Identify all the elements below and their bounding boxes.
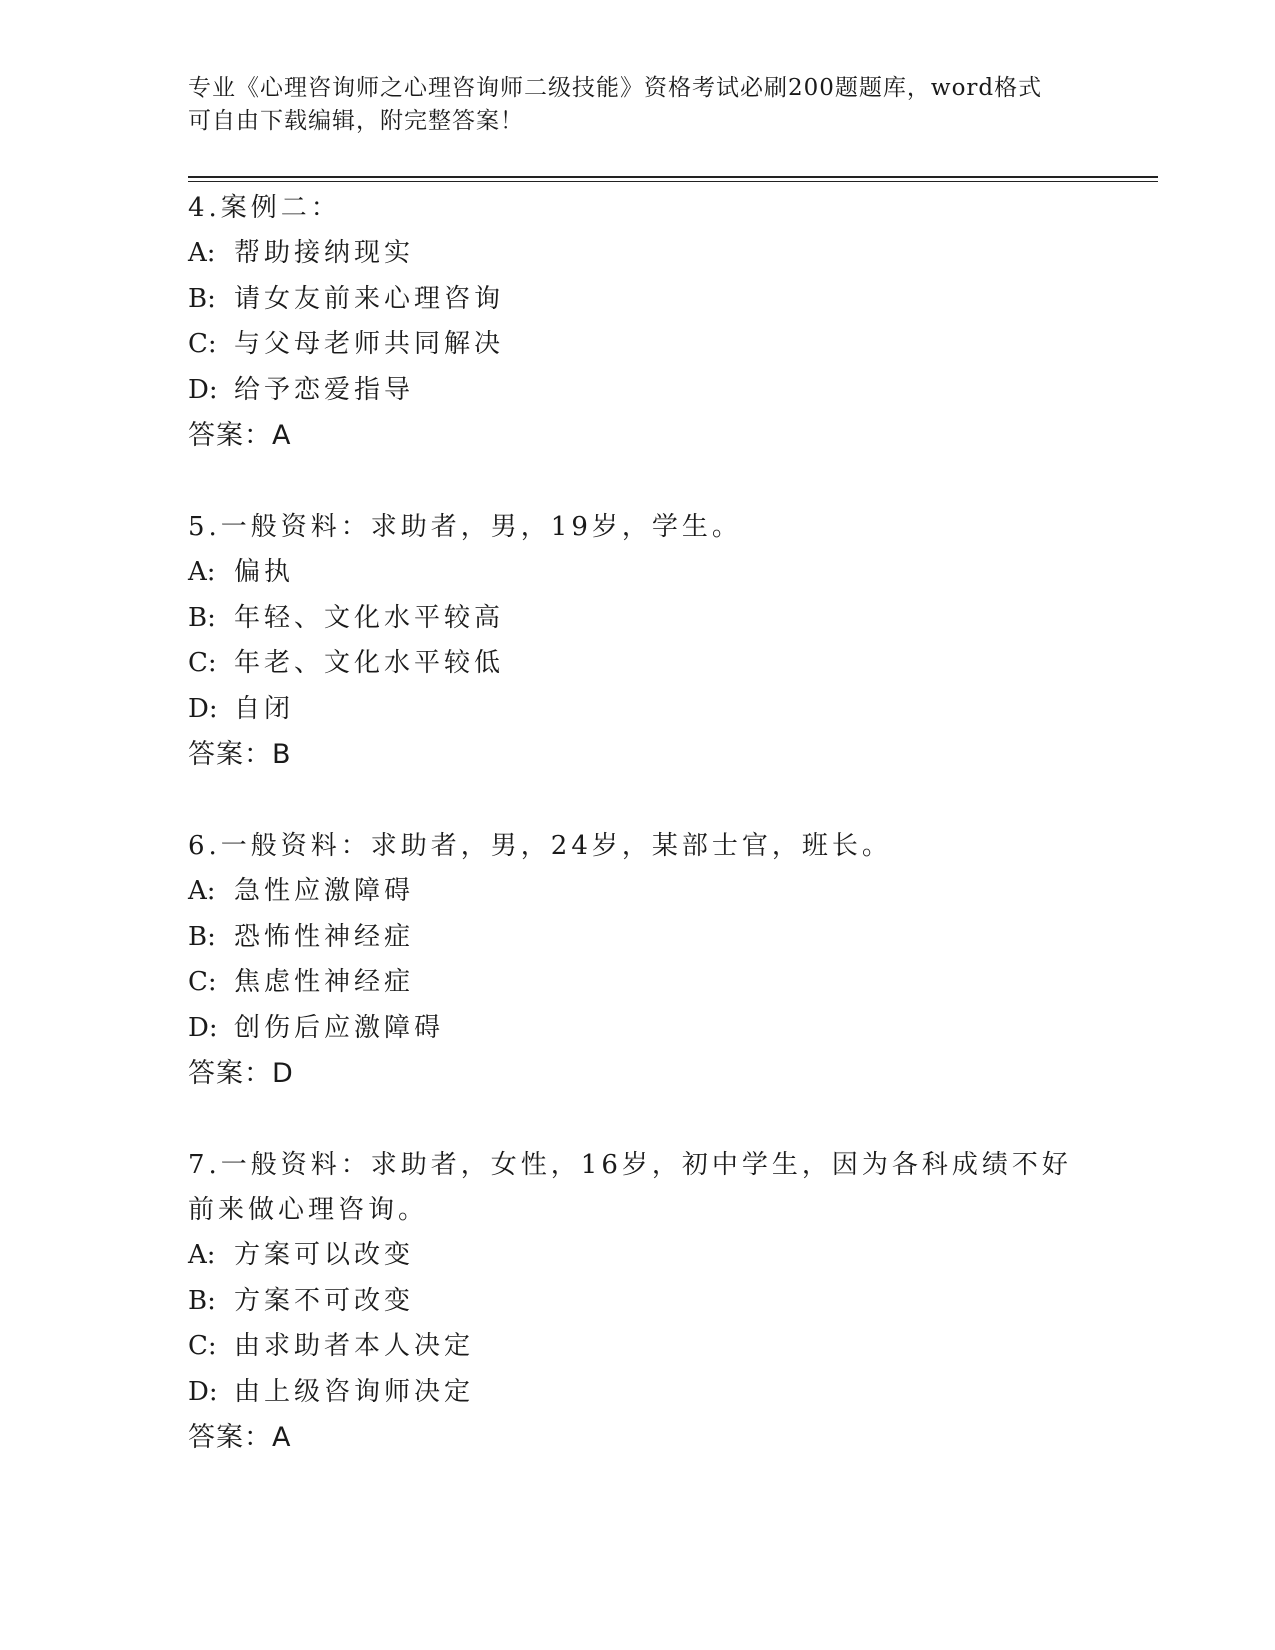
header-line-2: 可自由下载编辑，附完整答案！ (188, 108, 524, 134)
option-d (188, 687, 1088, 733)
option-key: D: (188, 374, 218, 405)
option-text: 请女友前来心理咨询 (234, 283, 505, 314)
answer-line: 答案：A (188, 420, 292, 451)
option-text: 偏执 (234, 557, 295, 587)
question-stem: 7.一般资料：求助者，女性，16岁，初中学生，因为各科成绩不好前来做心理咨询。 (188, 1150, 1072, 1225)
option-key: B: (188, 1285, 216, 1316)
option-key: A: (188, 1240, 216, 1270)
option-d (188, 368, 1088, 414)
option-key: B: (188, 602, 216, 633)
question-6 (188, 824, 1088, 1097)
option-text: 方案不可改变 (234, 1285, 415, 1316)
option-key: C: (188, 1331, 217, 1361)
header-divider-thick (188, 176, 1158, 178)
answer-line: 答案：D (188, 1058, 294, 1089)
header-line-1: 专业《心理咨询师之心理咨询师二级技能》资格考试必刷200题题库，word格式 (188, 75, 1043, 101)
option-text: 与父母老师共同解决 (234, 329, 505, 359)
option-text: 给予恋爱指导 (234, 374, 415, 405)
option-text: 急性应激障碍 (234, 876, 415, 906)
option-text: 由求助者本人决定 (234, 1331, 475, 1361)
option-text: 方案可以改变 (234, 1240, 415, 1270)
option-d (188, 1006, 1088, 1052)
option-a (188, 231, 1088, 277)
option-c (188, 322, 1088, 368)
option-key: C: (188, 648, 217, 678)
option-key: D: (188, 1012, 218, 1043)
option-b (188, 915, 1088, 961)
option-key: C: (188, 329, 217, 359)
option-key: B: (188, 283, 216, 314)
option-a (188, 550, 1088, 596)
option-key: A: (188, 557, 216, 587)
answer-line: 答案：B (188, 739, 292, 770)
option-b (188, 277, 1088, 323)
question-stem: 5.一般资料：求助者，男，19岁，学生。 (188, 512, 742, 542)
header-divider-thin (188, 181, 1158, 182)
option-key: C: (188, 967, 217, 997)
question-list (188, 186, 1088, 1507)
option-text: 由上级咨询师决定 (234, 1376, 475, 1407)
option-b (188, 1279, 1088, 1325)
option-text: 创伤后应激障碍 (234, 1012, 445, 1043)
option-key: D: (188, 1376, 218, 1407)
option-c (188, 960, 1088, 1006)
question-stem: 6.一般资料：求助者，男，24岁，某部士官，班长。 (188, 831, 892, 861)
option-c (188, 641, 1088, 687)
option-key: D: (188, 693, 218, 724)
option-a (188, 869, 1088, 915)
option-b (188, 596, 1088, 642)
option-text: 自闭 (234, 693, 295, 724)
question-7 (188, 1143, 1088, 1461)
option-text: 帮助接纳现实 (234, 238, 415, 268)
document-header (188, 72, 1088, 138)
question-stem: 4.案例二： (188, 193, 341, 223)
answer-line: 答案：A (188, 1422, 292, 1453)
question-4 (188, 186, 1088, 459)
option-text: 焦虑性神经症 (234, 967, 415, 997)
option-c (188, 1324, 1088, 1370)
option-a (188, 1233, 1088, 1279)
option-key: A: (188, 238, 216, 268)
option-d (188, 1370, 1088, 1416)
option-text: 年老、文化水平较低 (234, 648, 505, 678)
option-key: B: (188, 921, 216, 952)
question-5 (188, 505, 1088, 778)
option-text: 恐怖性神经症 (234, 921, 415, 952)
option-text: 年轻、文化水平较高 (234, 602, 505, 633)
option-key: A: (188, 876, 216, 906)
